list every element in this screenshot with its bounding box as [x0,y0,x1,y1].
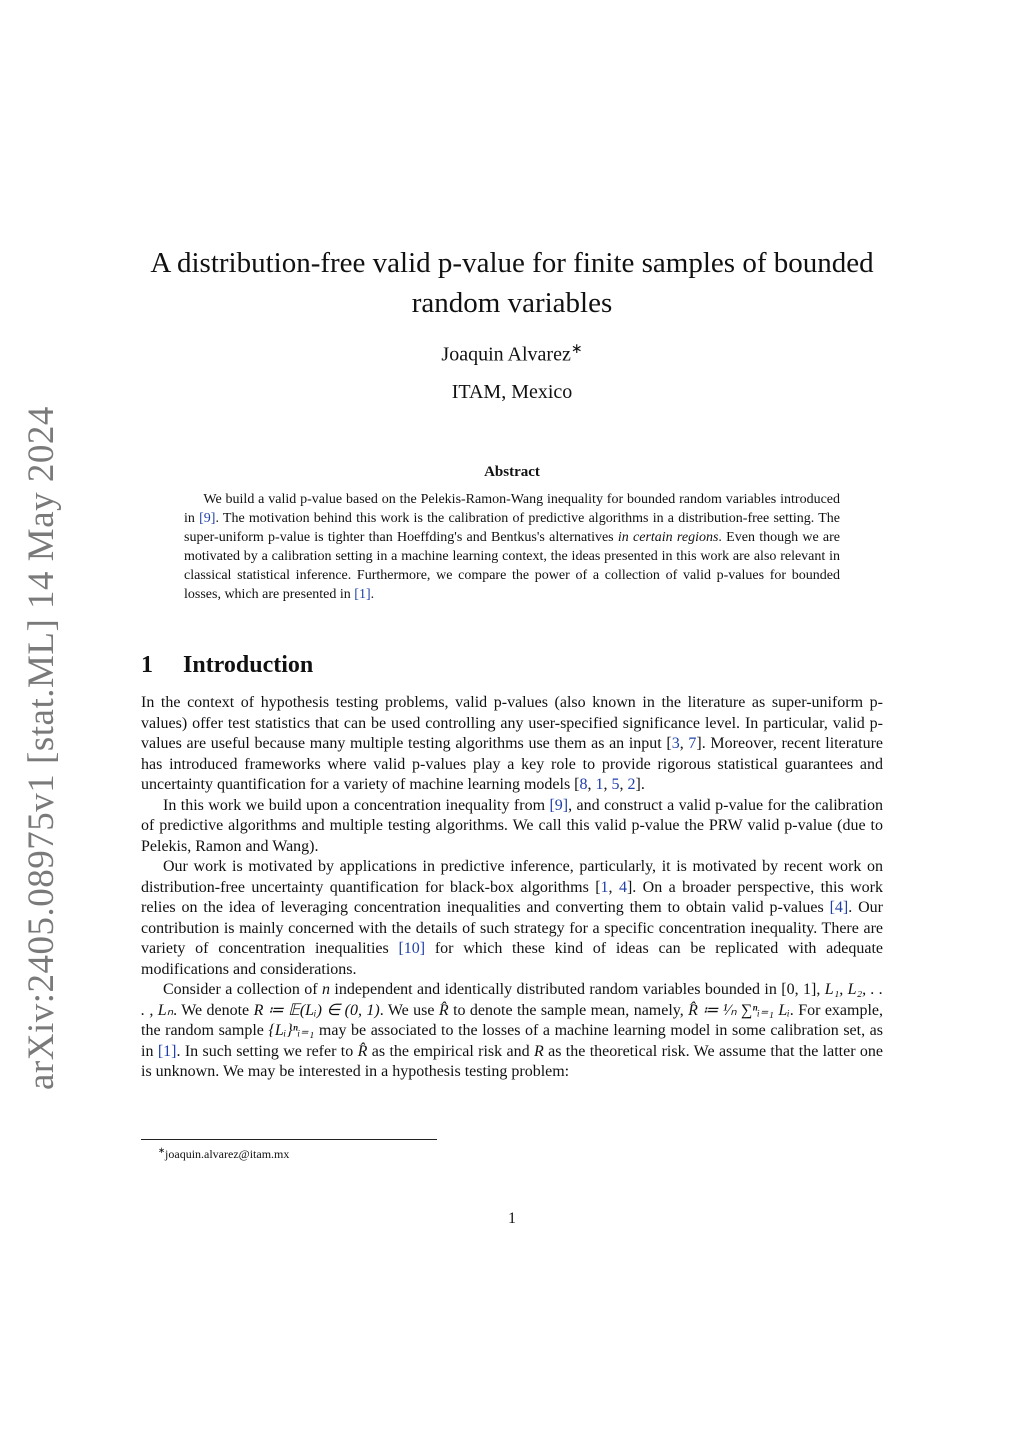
text-run: In this work we build upon a concentration inequality from [163,796,550,814]
footnote [158,1145,289,1162]
citation-link[interactable]: 1 [595,776,604,793]
author-text: Joaquin Alvarez [441,343,571,366]
section-heading [141,652,313,679]
math-inline: L₁, L₂, . . . , Lₙ [141,981,884,1019]
text-run: Consider a collection of [163,981,322,998]
text-run: to denote the sample mean, namely, [448,1001,689,1019]
math-inline: {Lᵢ}ⁿᵢ₌₁ [268,1022,315,1039]
text-run: , [603,776,612,793]
math-inline: R̂ ≔ ¹⁄ₙ ∑ⁿᵢ₌₁ Lᵢ [688,1001,790,1019]
citation-link[interactable]: [10] [398,940,426,957]
text-run: ]. [635,776,645,793]
citation-link[interactable]: 3 [671,735,680,752]
citation-link[interactable]: 8 [579,776,588,793]
paper-title: A distribution-free valid p-value for finite samples of bounded random variables [150,247,874,319]
text-run: ]. On a broader perspective, this work relies on the idea of leveraging concentration inequalities and converting them to obtain valid p-values [141,878,883,916]
paragraph [141,796,883,858]
arxiv-identifier-stamp: arXiv:2405.08975v1 [stat.ML] 14 May 2024 [21,406,62,1090]
citation-link[interactable]: 7 [688,735,697,752]
paragraph [141,693,883,796]
text-run: as the theoretical risk. We assume that the latter one is unknown. We may be interested in a hypothesis testing problem: [141,1042,884,1080]
math-inline: R̂ [357,1042,368,1060]
page-number: 1 [508,1210,516,1227]
text-run: . Our contribution is mainly concerned with the details of such strategy for a specific concentration inequality. There are variety of concentration inequalities [141,899,883,957]
text-run: In the context of hypothesis testing problems, valid p-values (also known in the literature as super-uniform p-values) offer test statistics that can be used controlling any user-specified significance level. In particular, valid p-values are useful because many multiple testing algorithms use them as an input [ [141,694,883,752]
citation-link[interactable]: [9] [549,796,569,814]
paragraph [141,980,883,1083]
text-run: . We use [379,1001,439,1019]
text-run: , [608,878,619,896]
text-run: . For example, the random sample [141,1001,884,1039]
citation-link[interactable]: [1] [354,587,371,602]
text-run: independent and identically distributed random variables bounded in [0, 1], [330,981,825,998]
text-run: . In such setting we refer to [176,1042,358,1060]
abstract-emphasis: in certain regions [617,530,719,545]
paragraph [141,857,883,980]
body-text [141,693,883,1083]
abstract-text [184,490,840,604]
author-footnote-mark: ∗ [570,342,583,357]
abstract-heading: Abstract [484,464,540,480]
text-run: ]. Moreover, recent literature has introduced frameworks where valid p-values play a key role to provide rigorous statistical guarantees and uncertainty quantification for a variety of machine learning models [ [141,735,884,793]
abstract-s4: . [370,587,375,602]
math-inline: R ≔ 𝔼(Lᵢ) ∈ (0, 1) [253,1001,380,1019]
citation-link[interactable]: [4] [829,899,849,916]
citation-link[interactable]: [9] [199,511,216,526]
text-run: , [619,776,628,793]
footnote-divider [141,1139,437,1140]
text-run: , [679,735,689,752]
author-affiliation: ITAM, Mexico [451,381,573,403]
abstract-s1: We build a valid p-value based on the Pelekis-Ramon-Wang inequality for bounded random variables introduced in [184,492,840,526]
abstract-s3: . Even though we are motivated by a calibration setting in a machine learning context, the ideas presented in this work are also relevant in classical statistical inference. Furthermore, we compare the power of a collection of valid p-values for bounded losses, which are presented in [184,530,840,602]
citation-link[interactable]: 2 [627,776,636,793]
abstract-s2: . The motivation behind this work is the calibration of predictive algorithms in a distribution-free setting. The super-uniform p-value is tighter than Hoeffding's and Bentkus's alternatives [184,511,841,545]
section-number: 1 [141,652,153,678]
math-inline: R [533,1042,544,1060]
text-run: for which these kind of ideas can be replicated with adequate modifications and considerations. [141,940,884,978]
footnote-email[interactable]: joaquin.alvarez@itam.mx [165,1147,290,1161]
text-run: . We denote [173,1001,254,1019]
citation-link[interactable]: [1] [157,1042,177,1060]
text-run: , and construct a valid p-value for the calibration of predictive algorithms and multiple testing algorithms. We call this valid p-value the PRW valid p-value (due to Pelekis, Ramon and Wang). [141,796,883,855]
math-inline: R̂ [438,1001,449,1019]
footnote-mark: ∗ [158,1146,166,1155]
citation-link[interactable]: 5 [611,776,620,793]
text-run: as the empirical risk and [367,1042,534,1060]
citation-link[interactable]: 4 [618,878,627,896]
text-run: , [587,776,596,793]
text-run: Our work is motivated by applications in predictive inference, particularly, it is motivated by recent work on distribution-free uncertainty quantification for black-box algorithms [ [141,858,883,896]
author-name [0,341,1024,367]
section-title: Introduction [183,652,314,678]
math-inline: n [322,981,330,998]
text-run: may be associated to the losses of a machine learning model in some calibration set, as in [141,1022,884,1060]
citation-link[interactable]: 1 [600,878,609,896]
